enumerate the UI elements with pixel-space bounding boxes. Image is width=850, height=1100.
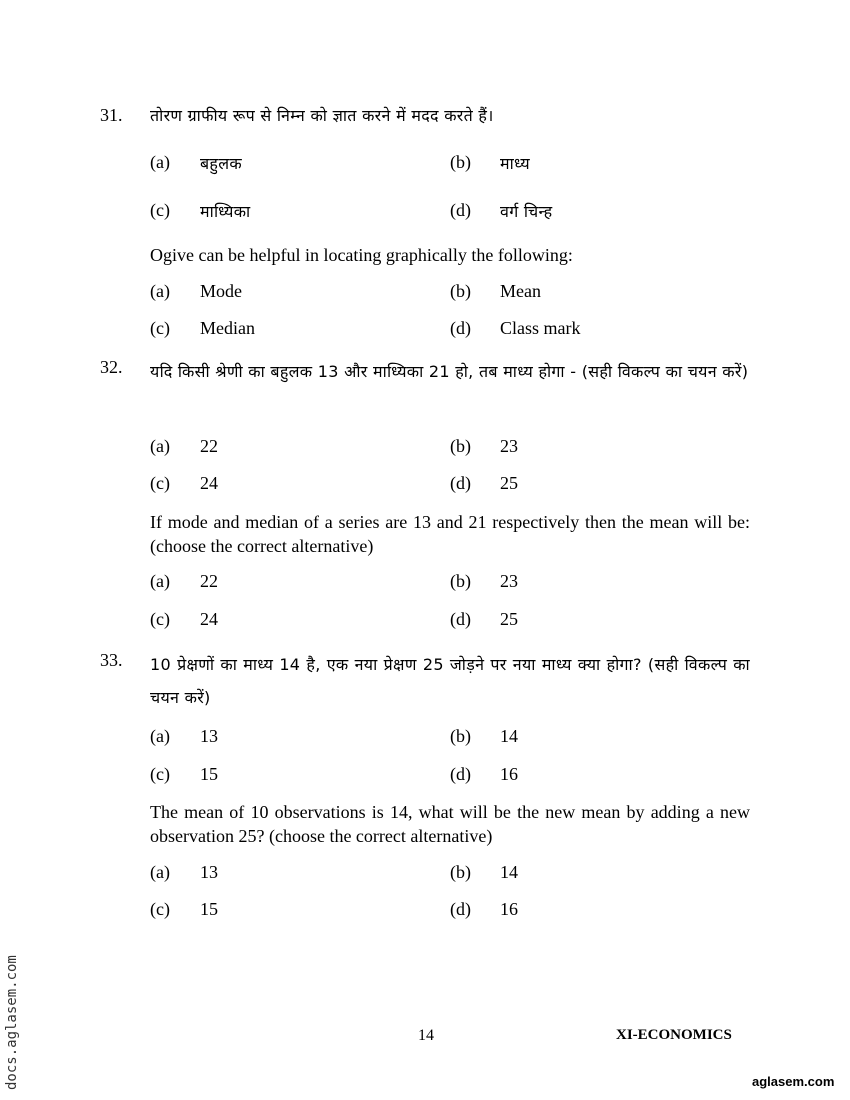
option-label: (d) xyxy=(450,200,471,220)
option-label: (a) xyxy=(150,571,170,591)
option-text: 14 xyxy=(500,862,518,882)
option-text: 25 xyxy=(500,609,518,629)
option-text: माध्यिका xyxy=(200,202,251,221)
option-label: (b) xyxy=(450,726,471,746)
option-text: Mean xyxy=(500,281,541,301)
question-text-hindi: यदि किसी श्रेणी का बहुलक 13 और माध्यिका 21 हो, तब माध्य होगा - (सही विकल्प का चयन करें) xyxy=(150,362,749,381)
option-label: (d) xyxy=(450,899,471,919)
option-text: बहुलक xyxy=(200,154,242,173)
option-label: (b) xyxy=(450,436,471,456)
option-text: 22 xyxy=(200,436,218,456)
subject-code: XI-ECONOMICS xyxy=(616,1027,732,1043)
side-watermark: docs.aglasem.com xyxy=(4,955,20,1090)
option-text: 22 xyxy=(200,571,218,591)
question-number: 33. xyxy=(100,650,123,670)
question-text-english: Ogive can be helpful in locating graphically the following: xyxy=(150,245,573,265)
option-text: 14 xyxy=(500,726,518,746)
question-number: 32. xyxy=(100,357,123,377)
option-label: (c) xyxy=(150,764,170,784)
option-label: (b) xyxy=(450,571,471,591)
option-text: 13 xyxy=(200,862,218,882)
option-label: (b) xyxy=(450,152,471,172)
option-label: (a) xyxy=(150,152,170,172)
option-text: 24 xyxy=(200,609,218,629)
question-text-hindi: 10 प्रेक्षणों का माध्य 14 है, एक नया प्रेक्षण 25 जोड़ने पर नया माध्य क्या होगा? (सही विकल्प का चयन करें) xyxy=(150,655,750,707)
option-text: 13 xyxy=(200,726,218,746)
option-label: (a) xyxy=(150,436,170,456)
option-text: 16 xyxy=(500,764,518,784)
option-text: Median xyxy=(200,318,255,338)
option-text: वर्ग चिन्ह xyxy=(500,202,553,221)
option-text: 23 xyxy=(500,571,518,591)
option-label: (d) xyxy=(450,764,471,784)
option-label: (a) xyxy=(150,281,170,301)
question-text-english: If mode and median of a series are 13 and 21 respectively then the mean will be: (choose the correct alternative) xyxy=(150,512,750,556)
option-text: माध्य xyxy=(500,154,530,173)
page-number: 14 xyxy=(418,1027,434,1044)
option-text: 23 xyxy=(500,436,518,456)
question-text-hindi: तोरण ग्राफीय रूप से निम्न को ज्ञात करने में मदद करते हैं। xyxy=(150,106,494,125)
option-label: (b) xyxy=(450,281,471,301)
option-text: 16 xyxy=(500,899,518,919)
option-label: (d) xyxy=(450,473,471,493)
option-label: (a) xyxy=(150,726,170,746)
option-label: (c) xyxy=(150,473,170,493)
option-text: 24 xyxy=(200,473,218,493)
option-label: (c) xyxy=(150,318,170,338)
question-text-english: The mean of 10 observations is 14, what will be the new mean by adding a new observation 25? (choose the correct alternative) xyxy=(150,802,750,846)
option-label: (a) xyxy=(150,862,170,882)
option-label: (c) xyxy=(150,609,170,629)
option-text: 25 xyxy=(500,473,518,493)
option-label: (d) xyxy=(450,318,471,338)
option-label: (c) xyxy=(150,200,170,220)
brand-watermark[interactable]: aglasem.com xyxy=(752,1074,835,1089)
option-text: Mode xyxy=(200,281,242,301)
option-label: (c) xyxy=(150,899,170,919)
option-label: (b) xyxy=(450,862,471,882)
option-text: 15 xyxy=(200,764,218,784)
question-number: 31. xyxy=(100,105,123,125)
option-text: 15 xyxy=(200,899,218,919)
option-label: (d) xyxy=(450,609,471,629)
option-text: Class mark xyxy=(500,318,581,338)
